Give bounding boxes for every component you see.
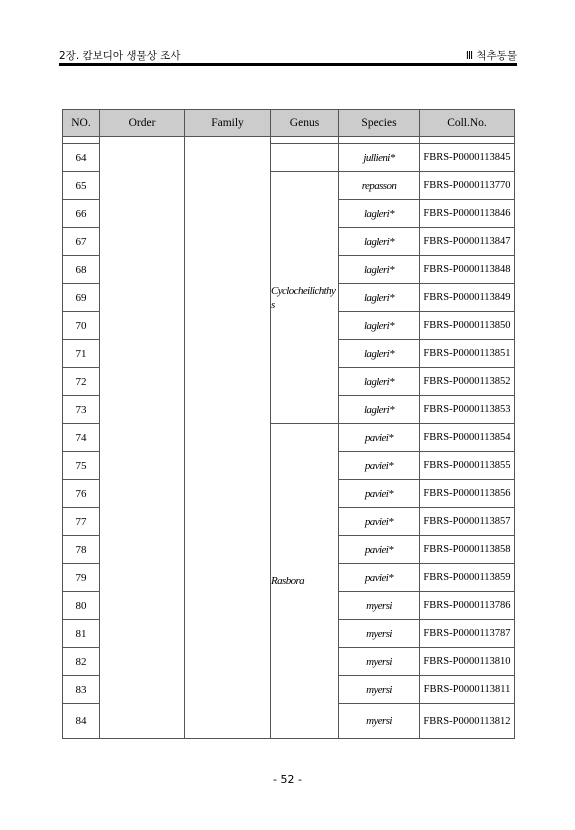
row-number: 82 (63, 648, 100, 676)
row-number: 77 (63, 508, 100, 536)
column-header-genus: Genus (271, 110, 339, 137)
species-cell: myersi (339, 620, 420, 648)
column-header-order: Order (100, 110, 185, 137)
collection-number: FBRS-P0000113770 (420, 172, 515, 200)
collection-number: FBRS-P0000113846 (420, 200, 515, 228)
row-number: 66 (63, 200, 100, 228)
row-number: 78 (63, 536, 100, 564)
collection-number: FBRS-P0000113847 (420, 228, 515, 256)
species-cell: jullieni* (339, 144, 420, 172)
row-number: 80 (63, 592, 100, 620)
family-cell (185, 137, 271, 739)
row-number: 68 (63, 256, 100, 284)
species-cell: lagleri* (339, 340, 420, 368)
collection-number: FBRS-P0000113856 (420, 480, 515, 508)
collection-number: FBRS-P0000113859 (420, 564, 515, 592)
section-title: Ⅲ 척추동물 (465, 50, 517, 62)
row-number: 84 (63, 704, 100, 739)
genus-cell (271, 144, 339, 172)
collection-number: FBRS-P0000113850 (420, 312, 515, 340)
row-number: 72 (63, 368, 100, 396)
species-cell: lagleri* (339, 284, 420, 312)
page-header (59, 44, 517, 64)
species-cell: paviei* (339, 564, 420, 592)
column-header-species: Species (339, 110, 420, 137)
chapter-title: 2장. 캄보디아 생물상 조사 (59, 50, 181, 62)
column-header-coll-no: Coll.No. (420, 110, 515, 137)
row-number: 70 (63, 312, 100, 340)
collection-number: FBRS-P0000113851 (420, 340, 515, 368)
collection-number: FBRS-P0000113787 (420, 620, 515, 648)
row-number: 74 (63, 424, 100, 452)
page-number: - 52 - (273, 773, 302, 786)
row-number: 71 (63, 340, 100, 368)
order-cell (100, 137, 185, 739)
genus-cell: Rasbora (271, 424, 339, 739)
column-header-no: NO. (63, 110, 100, 137)
collection-number: FBRS-P0000113786 (420, 592, 515, 620)
collection-number: FBRS-P0000113853 (420, 396, 515, 424)
collection-number: FBRS-P0000113848 (420, 256, 515, 284)
species-cell: paviei* (339, 508, 420, 536)
species-cell: myersi (339, 592, 420, 620)
species-cell: myersi (339, 648, 420, 676)
species-cell: lagleri* (339, 200, 420, 228)
collection-number: FBRS-P0000113812 (420, 704, 515, 739)
row-number: 81 (63, 620, 100, 648)
collection-number: FBRS-P0000113854 (420, 424, 515, 452)
specimen-table (62, 109, 515, 739)
species-cell: lagleri* (339, 228, 420, 256)
collection-number: FBRS-P0000113855 (420, 452, 515, 480)
spacer-row (63, 137, 515, 144)
species-cell: myersi (339, 676, 420, 704)
row-number: 73 (63, 396, 100, 424)
row-number: 67 (63, 228, 100, 256)
collection-number: FBRS-P0000113845 (420, 144, 515, 172)
row-number: 65 (63, 172, 100, 200)
species-cell: myersi (339, 704, 420, 739)
species-cell: paviei* (339, 536, 420, 564)
header-rule (59, 63, 517, 66)
table-header-row (63, 110, 515, 137)
species-cell: repasson (339, 172, 420, 200)
genus-cell: Cyclocheilichthys (271, 172, 339, 424)
species-cell: lagleri* (339, 368, 420, 396)
species-cell: paviei* (339, 480, 420, 508)
collection-number: FBRS-P0000113858 (420, 536, 515, 564)
species-cell: lagleri* (339, 256, 420, 284)
row-number: 83 (63, 676, 100, 704)
collection-number: FBRS-P0000113852 (420, 368, 515, 396)
species-cell: paviei* (339, 452, 420, 480)
species-cell: lagleri* (339, 396, 420, 424)
collection-number: FBRS-P0000113811 (420, 676, 515, 704)
column-header-family: Family (185, 110, 271, 137)
row-number: 79 (63, 564, 100, 592)
row-number: 75 (63, 452, 100, 480)
species-cell: lagleri* (339, 312, 420, 340)
collection-number: FBRS-P0000113810 (420, 648, 515, 676)
species-cell: paviei* (339, 424, 420, 452)
row-number: 64 (63, 144, 100, 172)
row-number: 76 (63, 480, 100, 508)
collection-number: FBRS-P0000113849 (420, 284, 515, 312)
collection-number: FBRS-P0000113857 (420, 508, 515, 536)
row-number: 69 (63, 284, 100, 312)
